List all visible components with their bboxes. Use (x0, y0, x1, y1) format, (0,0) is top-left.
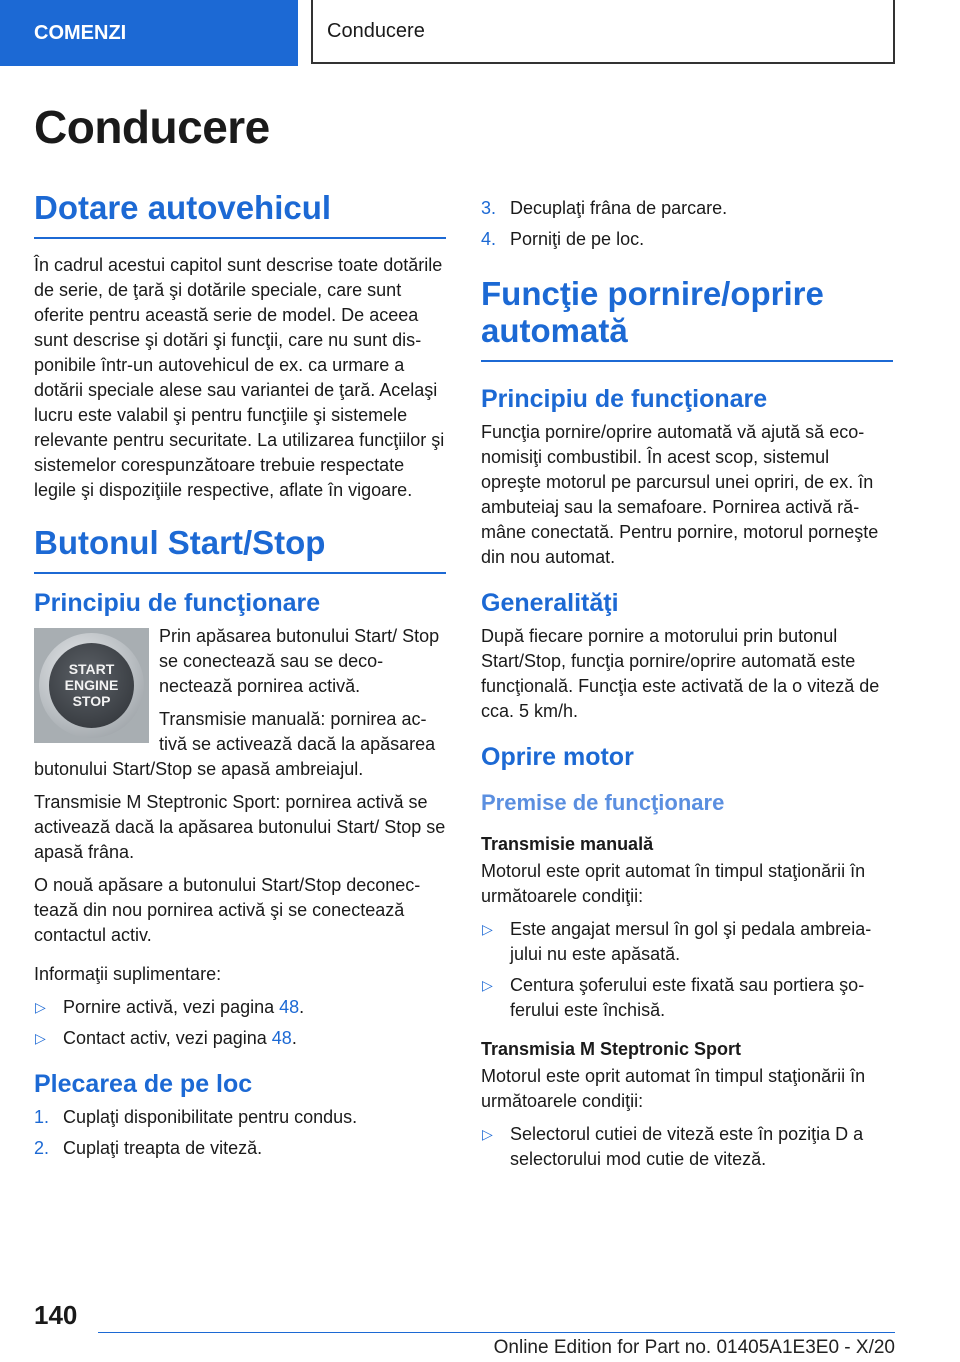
manual-list (481, 917, 893, 1023)
bullet-triangle-icon: ▷ (35, 1029, 46, 1046)
start-stop-button-image (34, 628, 149, 743)
left-column (34, 190, 446, 1171)
step-number: 2. (34, 1137, 50, 1158)
chapter-tab: Conducere (311, 0, 895, 64)
info-label: Informaţii suplimentare: (34, 963, 222, 984)
page-title: Conducere (34, 101, 270, 153)
list-item (34, 1105, 446, 1130)
info-item-end: . (299, 996, 305, 1017)
section-heading-dotare: Dotare autovehicul (34, 190, 446, 239)
info-item-end: . (291, 1027, 297, 1048)
button-label-start: START (68, 661, 115, 678)
footer-edition: Online Edition for Part no. 01405A1E3E0 - X/20 (493, 1337, 895, 1358)
list-item (481, 227, 893, 252)
bullet-triangle-icon: ▷ (35, 998, 46, 1015)
step-number: 3. (481, 198, 497, 218)
list-item (481, 973, 893, 1023)
buton-paragraph-1: Prin apăsarea butonului Start/ Stop se conectează sau se deconectează pornirea activă. (159, 625, 440, 696)
subheading-steptronic: Transmisia M Steptronic Sport (481, 1038, 742, 1059)
plecarea-steps (34, 1105, 446, 1161)
step-text: Porniţi de pe loc. (510, 229, 645, 249)
list-item (34, 995, 446, 1020)
step-text: Cuplaţi treapta de viteză. (63, 1137, 263, 1158)
step-number: 1. (34, 1106, 50, 1127)
step-number: 4. (481, 229, 497, 249)
info-item-text: Pornire activă, vezi pagina (63, 996, 280, 1017)
list-item (481, 1122, 893, 1172)
subheading-principiu-functie: Principiu de funcţionare (481, 384, 768, 413)
steptronic-item-text: Selectorul cutiei de viteză este în poziţia D a selectorului mod cutie de viteză. (510, 1123, 864, 1169)
subheading-plecarea: Plecarea de pe loc (34, 1069, 253, 1098)
subheading-principiu-buton: Principiu de funcţionare (34, 588, 321, 617)
dotare-paragraph: În cadrul acestui capitol sunt descrise toate dotările de serie, de ţară şi dotările speciale, care sunt oferite pentru această serie de model. De aceea sunt descrise şi dotări şi funcţii, care nu sunt disponibile într-un autovehicul de ex. ca urmare a dotării speciale alese sau variantei de ţară. Acelaşi lucru este valabil şi pentru funcţiile şi sistemele relevante pentru securitate. La utilizarea funcţiilor şi sistemelor corespunzătoare trebuie respectate legile şi dispoziţiile respective, aflate în vigoare. (34, 254, 445, 500)
page-number: 140 (34, 1300, 78, 1330)
info-list (34, 995, 446, 1051)
bullet-triangle-icon: ▷ (482, 976, 493, 993)
info-item-text: Contact activ, vezi pagina (63, 1027, 272, 1048)
steptronic-paragraph: Motorul este oprit automat în timpul staţionării în următoarele condiţii: (481, 1065, 866, 1111)
plecarea-steps-continued (481, 196, 893, 252)
buton-paragraph-4: O nouă apăsare a butonului Start/Stop deconectează din nou pornirea activă şi se conectează contactul activ. (34, 874, 421, 945)
page-ref-link[interactable]: 48 (271, 1027, 292, 1048)
manual-item-text: Este angajat mersul în gol şi pedala ambreiajului nu este apăsată. (510, 918, 872, 964)
step-text: Cuplaţi disponibilitate pentru condus. (63, 1106, 358, 1127)
list-item (481, 196, 893, 221)
subheading-manual: Transmisie manuală (481, 833, 654, 854)
list-item (34, 1136, 446, 1161)
bullet-triangle-icon: ▷ (482, 920, 493, 937)
subheading-oprire: Oprire motor (481, 742, 634, 771)
footer-divider (98, 1332, 895, 1333)
list-item (34, 1026, 446, 1051)
button-face (49, 643, 134, 728)
subheading-generalitati: Generalităţi (481, 588, 619, 617)
buton-paragraph-3: Transmisie M Steptronic Sport: pornirea activă se activează dacă la apăsarea butonului Start/ Stop se apasă frâna. (34, 791, 446, 862)
buton-paragraph-2: Transmisie manuală: pornirea activă se activează dacă la apăsarea butonului Start/Stop se apasă ambreiajul. (34, 708, 436, 779)
generalitati-paragraph: După fiecare pornire a motorului prin butonul Start/Stop, funcţia pornire/oprire automată este funcţională. Funcţia este activată de la o viteză de cca. 5 km/h. (481, 625, 880, 721)
manual-paragraph: Motorul este oprit automat în timpul staţionării în următoarele condiţii: (481, 860, 866, 906)
manual-item-text: Centura şoferului este fixată sau portiera şoferului este închisă. (510, 974, 865, 1020)
steptronic-list (481, 1122, 893, 1172)
step-text: Decuplaţi frâna de parcare. (510, 198, 728, 218)
section-heading-functie: Funcţie pornire/oprire automată (481, 276, 893, 362)
section-tab: COMENZI (0, 0, 298, 66)
button-label-stop: STOP (72, 693, 111, 710)
section-heading-buton: Butonul Start/Stop (34, 525, 446, 574)
right-column (481, 196, 893, 1182)
subheading-premise: Premise de funcţionare (481, 789, 725, 815)
page-ref-link[interactable]: 48 (279, 996, 300, 1017)
bullet-triangle-icon: ▷ (482, 1125, 493, 1142)
principiu-paragraph: Funcţia pornire/oprire automată vă ajută să economisiţi combustibil. În acest scop, sistemul opreşte motorul pe parcursul unei opriri, de ex. în ambuteiaj sau la semafoare. Pornirea activă rămâne conectată. Pentru pornire, motorul porneşte din nou automat. (481, 421, 879, 567)
list-item (481, 917, 893, 967)
button-label-engine: ENGINE (64, 677, 119, 694)
